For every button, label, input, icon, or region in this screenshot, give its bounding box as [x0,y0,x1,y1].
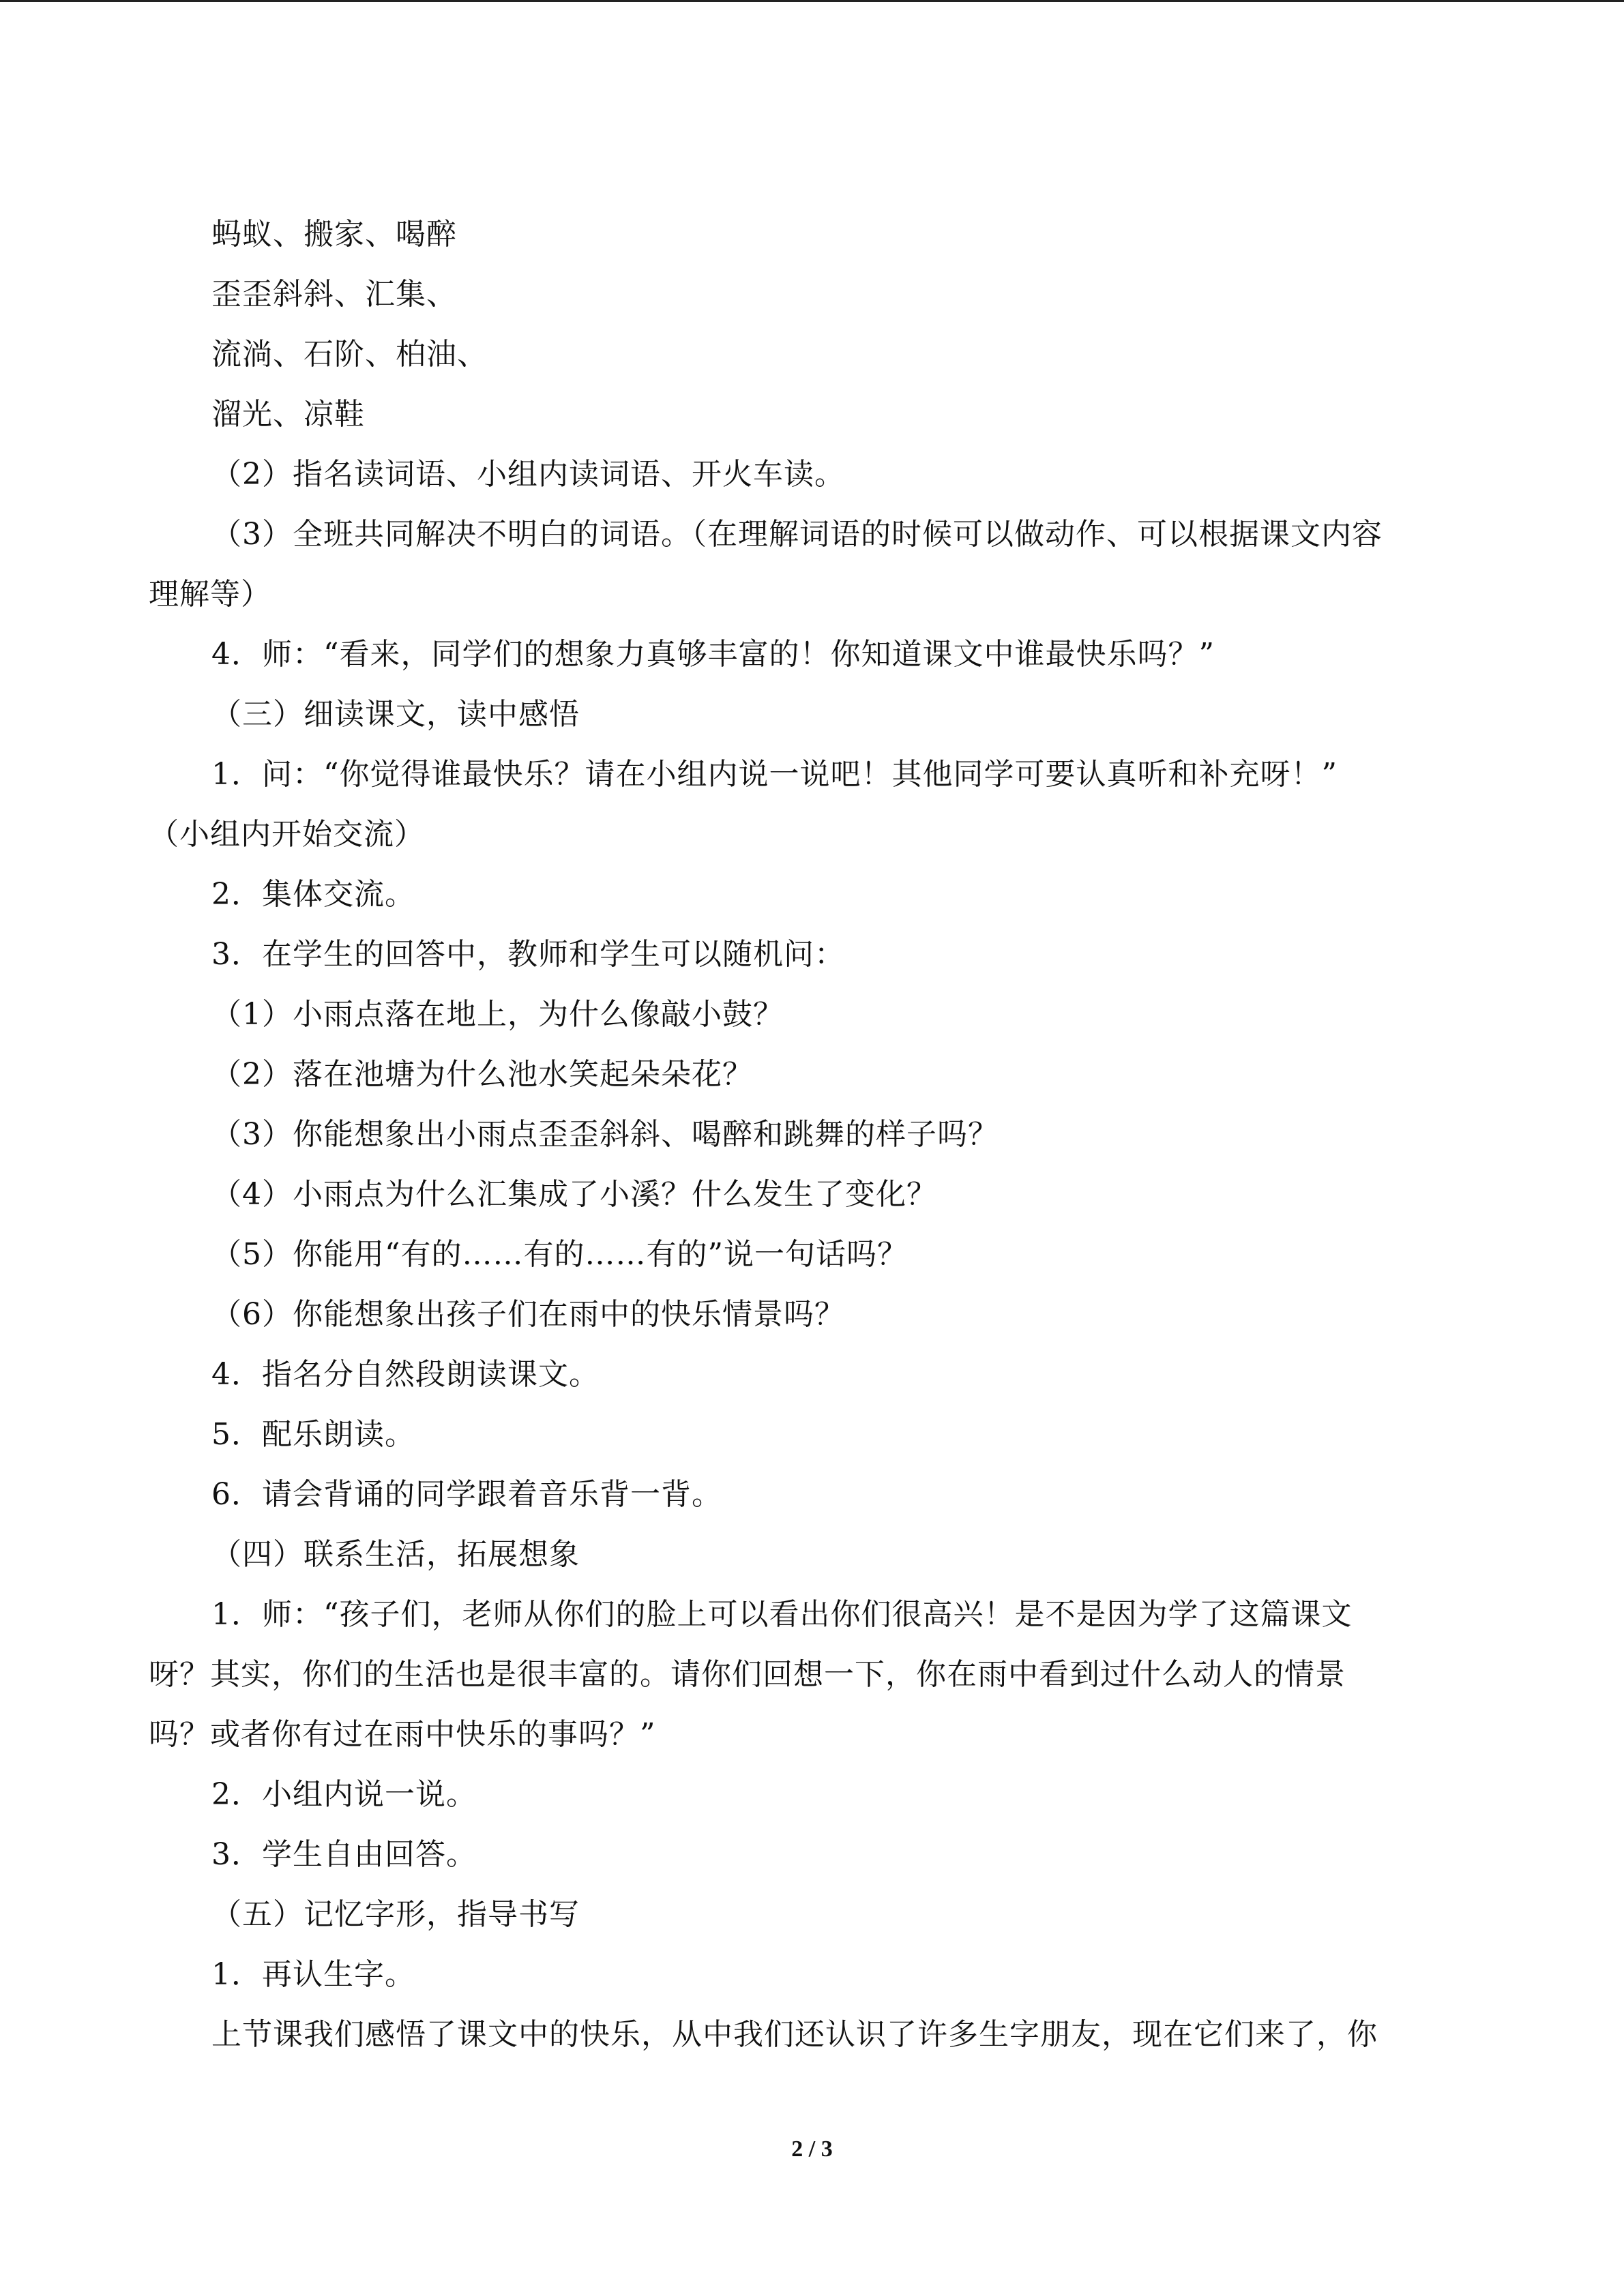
top-rule [0,0,1624,2]
text-line: （5）你能用“有的……有的……有的”说一句话吗？ [211,1237,908,1272]
text-line: 4．指名分自然段朗读课文。 [211,1357,600,1392]
text-line: 3．学生自由回答。 [211,1837,477,1872]
text-line: 蚂蚁、搬家、喝醉 [211,217,457,252]
text-line: 2．小组内说一说。 [211,1777,477,1812]
section-heading: （五）记忆字形，指导书写 [211,1897,580,1932]
text-line: 吗？或者你有过在雨中快乐的事吗？” [149,1717,656,1752]
document-body [149,205,1458,2065]
text-line: 3．在学生的回答中，教师和学生可以随机问： [211,937,845,972]
text-line: 4．师：“看来，同学们的想象力真够丰富的！你知道课文中谁最快乐吗？” [211,637,1215,672]
text-line: （1）小雨点落在地上，为什么像敲小鼓？ [211,997,784,1032]
text-line: 1．师：“孩子们，老师从你们的脸上可以看出你们很高兴！是不是因为学了这篇课文 [211,1597,1353,1632]
text-line: （3）你能想象出小雨点歪歪斜斜、喝醉和跳舞的样子吗？ [211,1117,999,1152]
text-line: 理解等） [149,577,271,612]
text-line: （3）全班共同解决不明白的词语。（在理解词语的时候可以做动作、可以根据课文内容 [211,517,1383,552]
text-line: 6．请会背诵的同学跟着音乐背一背。 [211,1477,722,1512]
text-line: （小组内开始交流） [149,817,425,852]
text-line: （2）指名读词语、小组内读词语、开火车读。 [211,457,845,492]
page-number: 2 / 3 [791,2136,833,2162]
text-line: 流淌、石阶、柏油、 [211,337,488,372]
text-line: 1．再认生字。 [211,1957,415,1992]
text-line: 1．问：“你觉得谁最快乐？请在小组内说一说吧！其他同学可要认真听和补充呀！” [211,757,1338,792]
text-line: （6）你能想象出孩子们在雨中的快乐情景吗？ [211,1297,845,1332]
text-line: 溜光、凉鞋 [211,397,365,432]
section-heading: （三）细读课文，读中感悟 [211,697,580,732]
text-line: （2）落在池塘为什么池水笑起朵朵花？ [211,1057,753,1092]
text-line: 上节课我们感悟了课文中的快乐，从中我们还认识了许多生字朋友，现在它们来了，你 [211,2017,1378,2052]
text-line: 2．集体交流。 [211,877,415,912]
text-line: 5．配乐朗读。 [211,1417,415,1452]
text-line: 歪歪斜斜、汇集、 [211,277,457,312]
text-line: 呀？其实，你们的生活也是很丰富的。请你们回想一下，你在雨中看到过什么动人的情景 [149,1657,1346,1692]
text-line: （4）小雨点为什么汇集成了小溪？什么发生了变化？ [211,1177,937,1212]
section-heading: （四）联系生活，拓展想象 [211,1537,580,1572]
